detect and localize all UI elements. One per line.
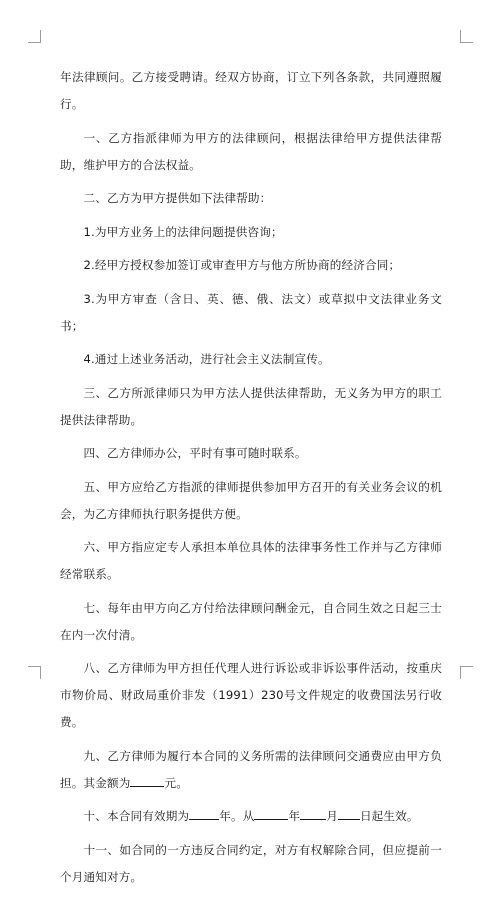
paragraph-article-1: 一、乙方指派律师为甲方的法律顾问，根据法律给甲方提供法律帮助，维护甲方的合法权益。 xyxy=(60,130,442,172)
paragraph-article-10 xyxy=(60,803,442,830)
blank-start-day xyxy=(338,807,360,820)
article-9-text: 九、乙方律师为履行本合同的义务所需的法律顾问交通费应由甲方负担。其金额为 xyxy=(60,748,442,790)
article-10-effective: 日起生效。 xyxy=(359,809,419,823)
paragraph-article-2: 二、乙方为甲方提供如下法律帮助： xyxy=(83,191,272,205)
article-10-text: 十、本合同有效期为 xyxy=(83,809,190,823)
article-10-year: 年 xyxy=(288,809,301,823)
paragraph-article-8: 八、乙方律师为甲方担任代理人进行诉讼或非诉讼事件活动，按重庆市物价局、财政局重价非发（1991）230号文件规定的收费国法另行收费。 xyxy=(60,661,442,729)
paragraph-item-2: 2.经甲方授权参加签订或审查甲方与他方所协商的经济合同； xyxy=(83,258,401,272)
paragraph-article-3: 三、乙方所派律师只为甲方法人提供法律帮助，无义务为甲方的职工提供法律帮助。 xyxy=(60,385,442,427)
article-9-unit: 元。 xyxy=(164,775,188,790)
crop-mark-top-right xyxy=(460,30,473,43)
paragraph-intro: 年法律顾问。乙方接受聘请。经双方协商，订立下列各条款，共同遵照履行。 xyxy=(60,70,442,111)
paragraph-item-4: 4.通过上述业务活动，进行社会主义法制宣传。 xyxy=(83,352,330,366)
contract-body xyxy=(60,64,442,897)
blank-start-month xyxy=(300,807,326,820)
paragraph-article-6: 六、甲方指应定专人承担本单位具体的法律事务性工作并与乙方律师经常联系。 xyxy=(60,540,442,581)
article-10-from: 年。从 xyxy=(219,809,255,823)
crop-mark-top-left xyxy=(28,30,41,43)
paragraph-item-3: 3.为甲方审查（含日、英、德、俄、法文）或草拟中文法律业务文书； xyxy=(60,291,442,333)
paragraph-article-5: 五、甲方应给乙方指派的律师提供参加甲方召开的有关业务会议的机会，为乙方律师执行职务提供方便。 xyxy=(60,479,442,521)
crop-mark-bottom-right xyxy=(460,666,473,679)
paragraph-article-9 xyxy=(60,743,442,797)
paragraph-article-11: 十一、如合同的一方违反合同约定，对方有权解除合同，但应提前一个月通知对方。 xyxy=(60,842,442,884)
crop-mark-bottom-left xyxy=(28,666,41,679)
blank-term-years xyxy=(189,807,219,820)
paragraph-article-4: 四、乙方律师办公，平时有事可随时联系。 xyxy=(83,446,307,460)
blank-start-year xyxy=(254,807,288,820)
paragraph-item-1: 1.为甲方业务上的法律问题提供咨询； xyxy=(83,224,283,239)
blank-amount xyxy=(130,774,164,787)
paragraph-article-7: 七、每年由甲方向乙方付给法律顾问酬金元，自合同生效之日起三士在内一次付清。 xyxy=(60,600,442,642)
article-10-month: 月 xyxy=(326,809,338,823)
